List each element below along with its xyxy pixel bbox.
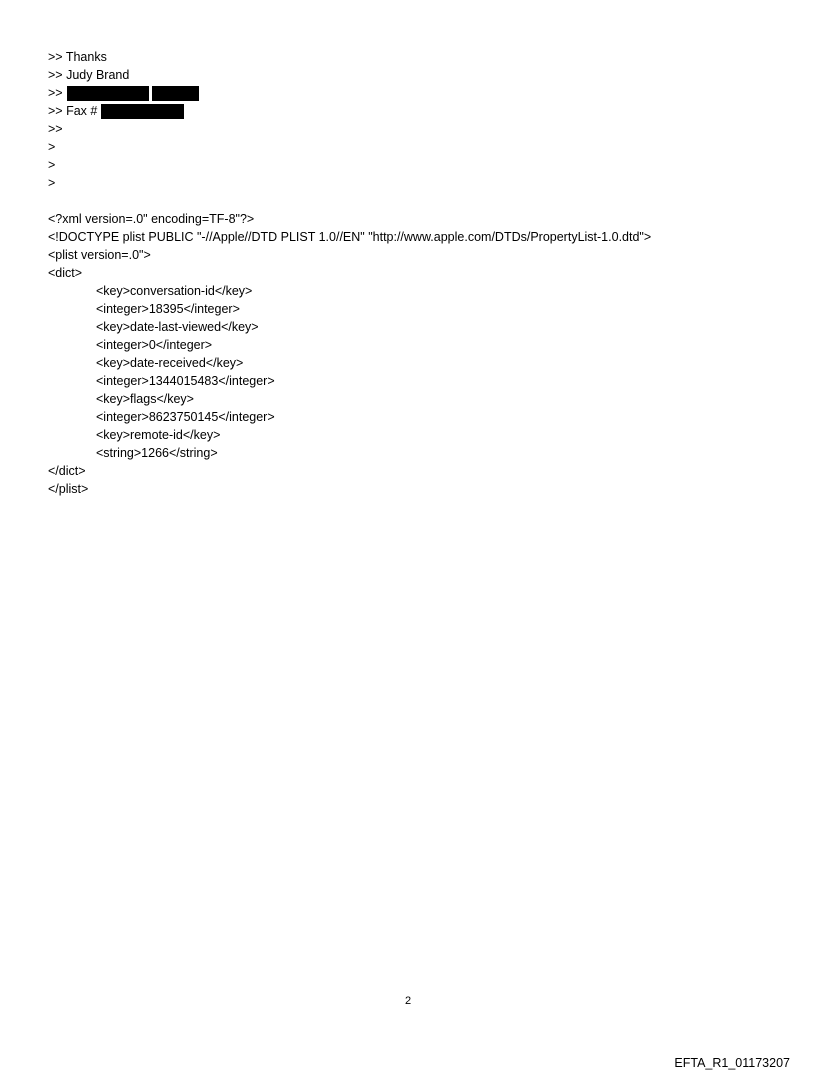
plist-entry: <key>flags</key>	[96, 392, 194, 406]
email-line-text: >> Thanks	[48, 50, 107, 64]
email-line-text: >	[48, 176, 56, 190]
email-line-text: >	[48, 140, 56, 154]
plist-xml-declaration: <?xml version=.0" encoding=TF-8"?>	[48, 212, 255, 226]
plist-entry: <key>date-received</key>	[96, 356, 244, 370]
email-line-text: >>	[48, 122, 63, 136]
plist-entry: <key>conversation-id</key>	[96, 284, 253, 298]
email-line-fax	[48, 102, 778, 120]
email-quote-line	[48, 120, 778, 138]
plist-entry: <key>date-last-viewed</key>	[96, 320, 259, 334]
plist-entry: <integer>18395</integer>	[96, 302, 240, 316]
plist-entry: <string>1266</string>	[96, 446, 218, 460]
email-line-redacted-contact	[48, 84, 778, 102]
plist-doctype: <!DOCTYPE plist PUBLIC "-//Apple//DTD PLIST 1.0//EN" "http://www.apple.com/DTDs/PropertyList-1.0.dtd">	[48, 230, 652, 244]
redaction-block	[67, 86, 149, 101]
email-line-text: >> Fax #	[48, 104, 98, 118]
email-quote-line	[48, 174, 778, 192]
plist-dict-open: <dict>	[48, 266, 83, 280]
email-quote-line	[48, 138, 778, 156]
paragraph-gap	[48, 192, 778, 210]
plist-entry: <integer>0</integer>	[96, 338, 213, 352]
email-quote-line	[48, 156, 778, 174]
page-number: 2	[404, 995, 412, 1007]
plist-open-tag: <plist version=.0">	[48, 248, 151, 262]
plist-entry: <integer>1344015483</integer>	[96, 374, 275, 388]
plist-dict-close: </dict>	[48, 464, 86, 478]
redaction-block	[101, 104, 184, 119]
plist-entry: <key>remote-id</key>	[96, 428, 221, 442]
email-line-text: >> Judy Brand	[48, 68, 130, 82]
bates-number: EFTA_R1_01173207	[674, 1056, 790, 1070]
document-body	[48, 48, 778, 498]
email-line-thanks	[48, 48, 778, 66]
plist-entry: <integer>8623750145</integer>	[96, 410, 275, 424]
plist-close-tag: </plist>	[48, 482, 89, 496]
redaction-block	[152, 86, 199, 101]
email-line-signature	[48, 66, 778, 84]
email-line-text: >	[48, 158, 56, 172]
email-line-text: >>	[48, 86, 63, 100]
